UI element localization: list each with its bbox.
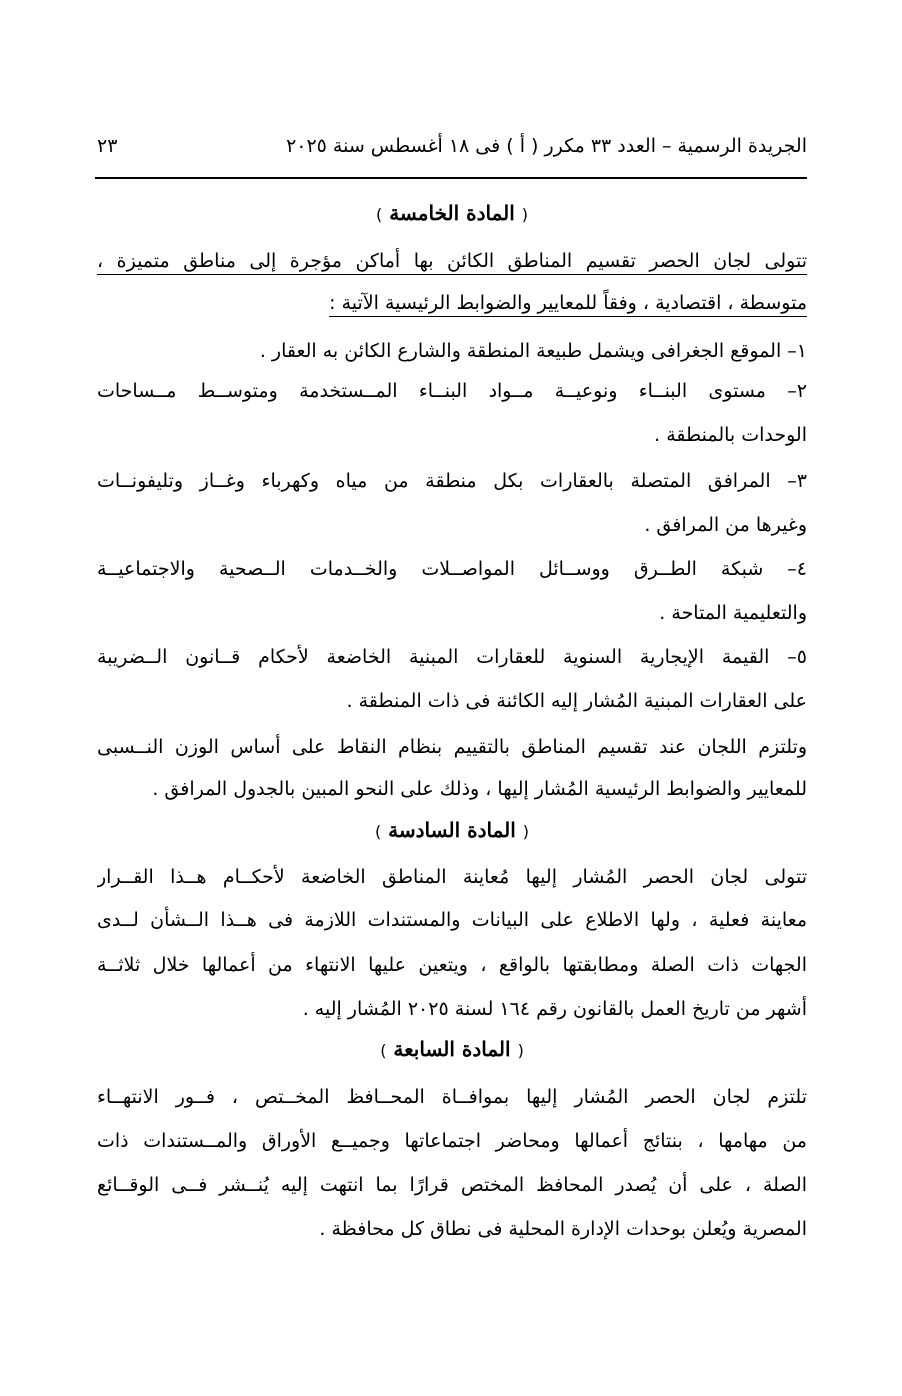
article-7-line: المصرية ويُعلن بوحدات الإدارة المحلية فى نطاق كل محافظة .: [319, 1218, 807, 1240]
article-7-line: من مهامها ، بنتائج أعمالها ومحاضر اجتماعاتها وجميــع الأوراق والمــستندات ذات: [97, 1130, 807, 1152]
article-5-line-text: تتولى لجان الحصر تقسيم المناطق الكائن بها أماكن مؤجرة إلى مناطق متميزة ،: [97, 250, 807, 275]
article-5-line: [97, 286, 807, 320]
article-6-line: أشهر من تاريخ العمل بالقانون رقم ١٦٤ لسنة ٢٠٢٥ المُشار إليه .: [302, 998, 807, 1020]
article-5-line: للمعايير والضوابط الرئيسية المُشار إليها ، وذلك على النحو المبين بالجدول المرافق .: [152, 778, 807, 800]
page-number: ٢٣: [97, 135, 118, 157]
article-5-line: [97, 244, 807, 278]
article-5-line: ٣– المرافق المتصلة بالعقارات بكل منطقة من مياه وكهرباء وغــاز وتليفونــات: [97, 470, 807, 492]
header-title: الجريدة الرسمية – العدد ٣٣ مكرر ( أ ) فى ١٨ أغسطس سنة ٢٠٢٥: [286, 135, 807, 157]
article-5-line: الوحدات بالمنطقة .: [654, 424, 807, 446]
article-6-line: تتولى لجان الحصر المُشار إليها مُعاينة المناطق الخاضعة لأحكــام هــذا القــرار: [97, 866, 807, 888]
article-6-line: الجهات ذات الصلة ومطابقتها بالواقع ، ويتعين عليها الانتهاء من أعمالها خلال ثلاثــة: [97, 954, 807, 976]
article-7-line: الصلة ، على أن يُصدر المحافظ المختص قرارًا بما انتهت إليه يُنــشر فــى الوقــائع: [97, 1174, 807, 1196]
article-5-heading-text: المادة الخامسة: [389, 201, 515, 225]
article-5-line: ٤– شبكة الطــرق ووســائل المواصــلات والخــدمات الــصحية والاجتماعيــة: [97, 558, 807, 580]
article-7-heading-text: المادة السابعة: [393, 1037, 511, 1061]
article-5-line: والتعليمية المتاحة .: [659, 602, 807, 624]
article-6-heading-text: المادة السادسة: [388, 818, 516, 842]
article-5-line: على العقارات المبنية المُشار إليه الكائنة فى ذات المنطقة .: [346, 690, 807, 712]
article-5-line: ٥– القيمة الإيجارية السنوية للعقارات المبنية الخاضعة لأحكام قــانون الــضريبة: [97, 646, 807, 668]
article-6-heading: ( المادة السادسة ): [374, 818, 530, 842]
page-header: [97, 128, 807, 164]
article-6-line: معاينة فعلية ، ولها الاطلاع على البيانات والمستندات اللازمة فى هــذا الــشأن لــدى: [97, 909, 807, 931]
article-7-heading: ( المادة السابعة ): [380, 1037, 524, 1061]
header-rule: [95, 177, 807, 179]
article-5-line-text: متوسطة ، اقتصادية ، وفقاً للمعايير والضوابط الرئيسية الآتية :: [329, 292, 807, 317]
article-5-line: ١– الموقع الجغرافى ويشمل طبيعة المنطقة والشارع الكائن به العقار .: [259, 340, 807, 362]
article-7-line: تلتزم لجان الحصر المُشار إليها بموافــاة المحــافظ المخــتص ، فــور الانتهــاء: [97, 1086, 807, 1108]
article-5-line: ٢– مستوى البنــاء ونوعيــة مــواد البنــاء المــستخدمة ومتوســط مــساحات: [97, 380, 807, 402]
article-5-line: وتلتزم اللجان عند تقسيم المناطق بالتقييم بنظام النقاط على أساس الوزن النــسبى: [97, 736, 807, 758]
article-5-line: وغيرها من المرافق .: [644, 514, 807, 536]
article-5-heading: ( المادة الخامسة ): [375, 201, 529, 225]
